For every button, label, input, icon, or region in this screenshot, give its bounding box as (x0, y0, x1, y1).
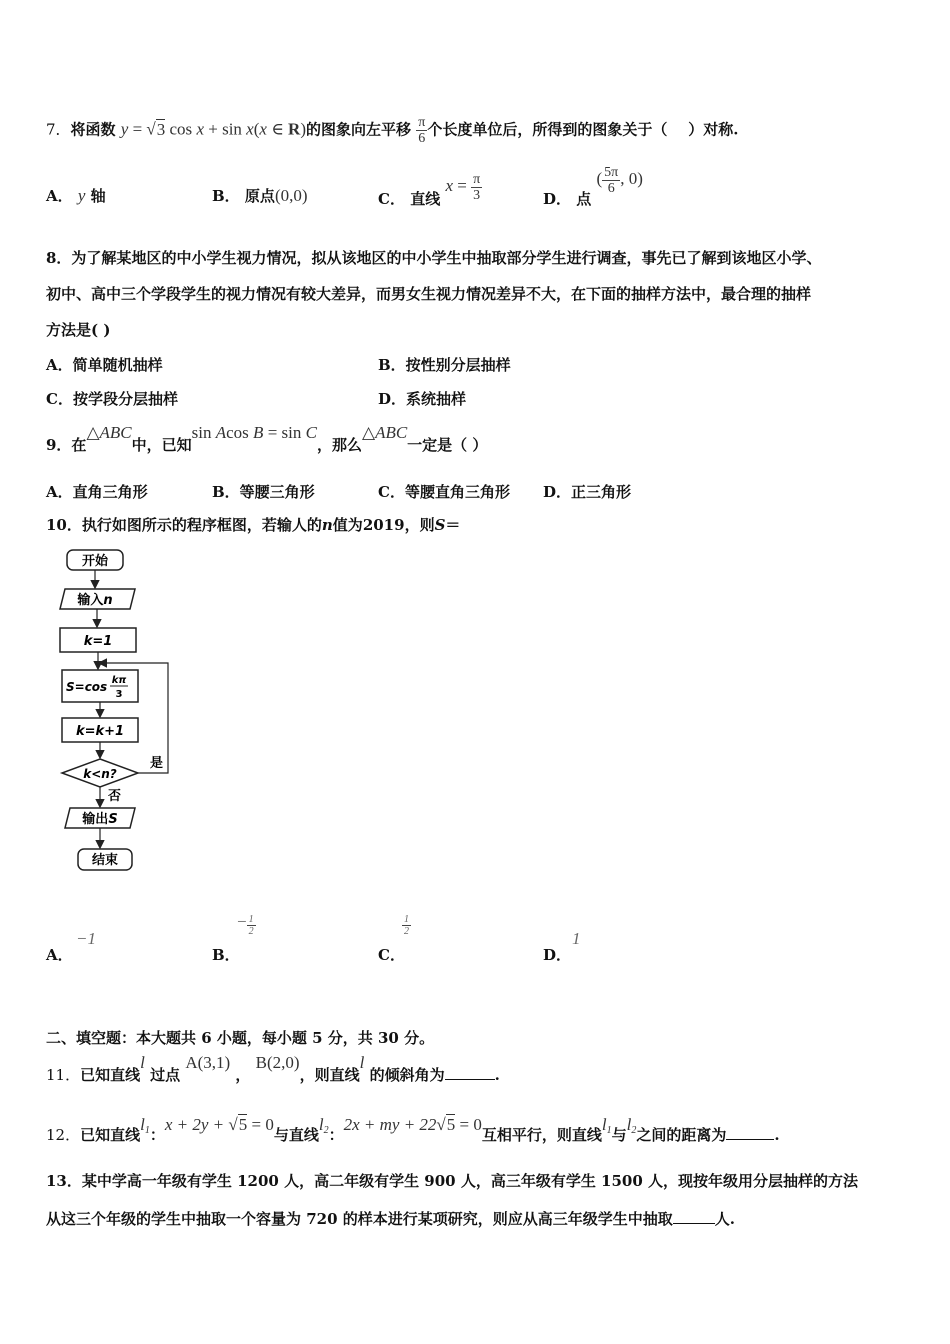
q12-colon-2: ： (328, 1126, 344, 1144)
q10-var-n: n (321, 516, 333, 534)
q10-option-d-value: 1 (572, 929, 581, 948)
q8-line2: 初中、高中三个学段学生的视力情况有较大差异，而男女生视力情况差异不大，在下面的抽样方法中，最合理的抽样 (46, 285, 812, 303)
q7-mid1: 的图象向左平移 (305, 120, 411, 139)
q12-equation-1: x + 2y + √5 = 0 (164, 1115, 274, 1134)
option-label: B． (212, 187, 240, 205)
q7-number: 7． (46, 120, 71, 139)
option-label: C． (378, 190, 405, 209)
flow-end-text: 结束 (91, 853, 119, 868)
q7-mid2: 个长度单位后，所得到的图象关于（ (427, 120, 668, 139)
option-math: (0,0) (274, 186, 308, 205)
q12-and: 与 (611, 1126, 627, 1144)
flow-assign-num: kπ (111, 675, 127, 686)
q7-stem (46, 115, 738, 146)
q7-option-c-math: x = $\frac{\pi}{3}$ (445, 172, 481, 203)
q12-stem (46, 1114, 780, 1144)
q7-shift-fraction: $\frac{\pi}{6}$ (418, 115, 426, 146)
q12-pre: 已知直线 (80, 1126, 141, 1144)
q12-colon: ： (149, 1126, 165, 1144)
q7-option-c (378, 172, 482, 209)
q12-l1: $l_1$ (140, 1115, 150, 1136)
q10-var-s: S (434, 516, 446, 534)
flowchart (40, 542, 190, 887)
q7-option-d (543, 165, 643, 209)
flow-init-text: k=1 (83, 634, 113, 649)
q9-option-b: B．等腰三角形 (212, 483, 315, 501)
option-c-num: 1 (404, 914, 409, 925)
section-2-title: 二、填空题：本大题共 6 小题，每小题 5 分，共 30 分。 (46, 1029, 435, 1047)
flow-assign-den: 3 (115, 689, 123, 700)
q10-option-a-label: A． (46, 946, 73, 964)
q12-number: 12． (46, 1126, 81, 1144)
q9-triangle-2: △ABC (361, 423, 408, 442)
option-text: 原点 (244, 187, 275, 205)
q10-prefix: 10．执行如图所示的程序框图，若输人的 (46, 516, 322, 534)
q13-line1: 13．某中学高一年级有学生 1200 人，高二年级有学生 900 人，高三年级有学生 1500 人，现按年级用分层抽样的方法 (46, 1172, 859, 1190)
option-text: 轴 (90, 187, 106, 205)
q13-answer-blank[interactable] (673, 1223, 715, 1224)
q12-mid2: 互相平行，则直线 (481, 1126, 602, 1144)
q8-line1: 8．为了解某地区的中小学生视力情况，拟从该地区的中小学生中抽取部分学生进行调查，事先已了解到该地区小学、 (46, 249, 822, 267)
q10-mid: 值为 (332, 516, 363, 534)
q12-mid1: 与直线 (273, 1126, 319, 1144)
q11-end: . (494, 1066, 500, 1084)
q10-option-b-value (237, 914, 256, 937)
q9-mid2: ，那么 (316, 436, 362, 454)
q11-mid2: ，则直线 (299, 1066, 360, 1084)
q12-l2-ref: $l_2$ (626, 1115, 637, 1136)
q11-var-l-2: l (359, 1053, 365, 1072)
flow-output-text: 输出S (82, 812, 118, 827)
flow-increment-text: k=k+1 (75, 724, 125, 739)
option-b-sign: − (237, 912, 247, 932)
option-b-num: 1 (248, 914, 254, 925)
q10-option-a-value: −1 (76, 929, 96, 948)
flow-yes-label: 是 (150, 756, 164, 771)
flow-input-text: 输入n (77, 593, 113, 608)
option-c-den: 2 (404, 926, 409, 937)
q9-mid1: 中，已知 (131, 436, 192, 454)
q11-number: 11． (46, 1066, 81, 1084)
q10-stem (46, 514, 460, 535)
q11-answer-blank[interactable] (445, 1079, 495, 1080)
q9-triangle-1: △ABC (86, 423, 132, 442)
q11-pre: 已知直线 (80, 1066, 141, 1084)
option-b-den: 2 (248, 926, 254, 937)
q8-option-a: A．简单随机抽样 (46, 356, 163, 374)
option-label: D． (543, 190, 572, 209)
q10-option-c-label: C． (378, 946, 405, 964)
q12-post: 之间的距离为 (636, 1126, 727, 1144)
q10-value: 2019 (362, 516, 405, 534)
q12-l1-ref: $l_1$ (601, 1115, 612, 1136)
q9-option-d: D．正三角形 (543, 483, 632, 501)
q10-post: ，则 (404, 516, 435, 534)
q11-point-a: A(3,1) (185, 1053, 231, 1072)
q9-stem (46, 422, 488, 454)
q11-var-l: l (140, 1053, 145, 1072)
q13-line2-text: 从这三个年级的学生中抽取一个容量为 720 的样本进行某项研究，则应从高三年级学生中抽取 (46, 1210, 673, 1228)
option-text: 点 (576, 190, 592, 209)
q11-mid1: 过点 (150, 1066, 181, 1084)
q11-point-b: B(2,0) (255, 1053, 300, 1072)
q9-condition: sin Acos B = sin C (191, 423, 317, 442)
q7-option-d-math: ( $\frac{5\pi}{6}$ , 0) (596, 165, 643, 196)
q7-pre: 将函数 (70, 120, 116, 139)
flow-no-label: 否 (108, 789, 122, 804)
q8-option-d: D．系统抽样 (378, 390, 467, 408)
q8-line3: 方法是( ) (46, 321, 111, 339)
q12-l2: $l_2$ (318, 1115, 329, 1136)
q8-option-b: B．按性别分层抽样 (378, 356, 511, 374)
flow-condition-text: k<n? (83, 767, 117, 781)
q12-end: . (774, 1126, 780, 1144)
q12-answer-blank[interactable] (726, 1139, 774, 1140)
q10-option-c-value (402, 914, 411, 937)
q9-option-a: A．直角三角形 (46, 483, 148, 501)
q10-eq: ＝ (445, 516, 461, 534)
q8-option-c: C．按学段分层抽样 (46, 390, 178, 408)
option-text: 直线 (410, 190, 441, 209)
q9-post: 一定是（ ） (407, 436, 488, 454)
q11-comma: ， (235, 1066, 251, 1084)
q9-number: 9．在 (46, 436, 87, 454)
q12-equation-2: 2x + my + 22√5 = 0 (343, 1115, 482, 1134)
q11-stem (46, 1052, 500, 1084)
q10-option-d-label: D． (543, 946, 572, 964)
q9-option-c: C．等腰直角三角形 (378, 483, 510, 501)
q7-option-b (212, 185, 308, 206)
flow-assign-text: S=cos (66, 680, 108, 694)
q10-option-b-label: B． (212, 946, 240, 964)
option-label: A． (46, 187, 73, 205)
q11-post: 的倾斜角为 (369, 1066, 445, 1084)
q13-line2 (46, 1208, 735, 1229)
flow-start-text: 开始 (81, 554, 109, 569)
q13-line2-end: 人. (714, 1210, 735, 1228)
q7-function: y = √3 cos x + sin x(x ∈ R) (120, 119, 306, 139)
q7-post: ）对称. (688, 120, 739, 139)
q7-option-a: A． y 轴 (46, 186, 106, 205)
